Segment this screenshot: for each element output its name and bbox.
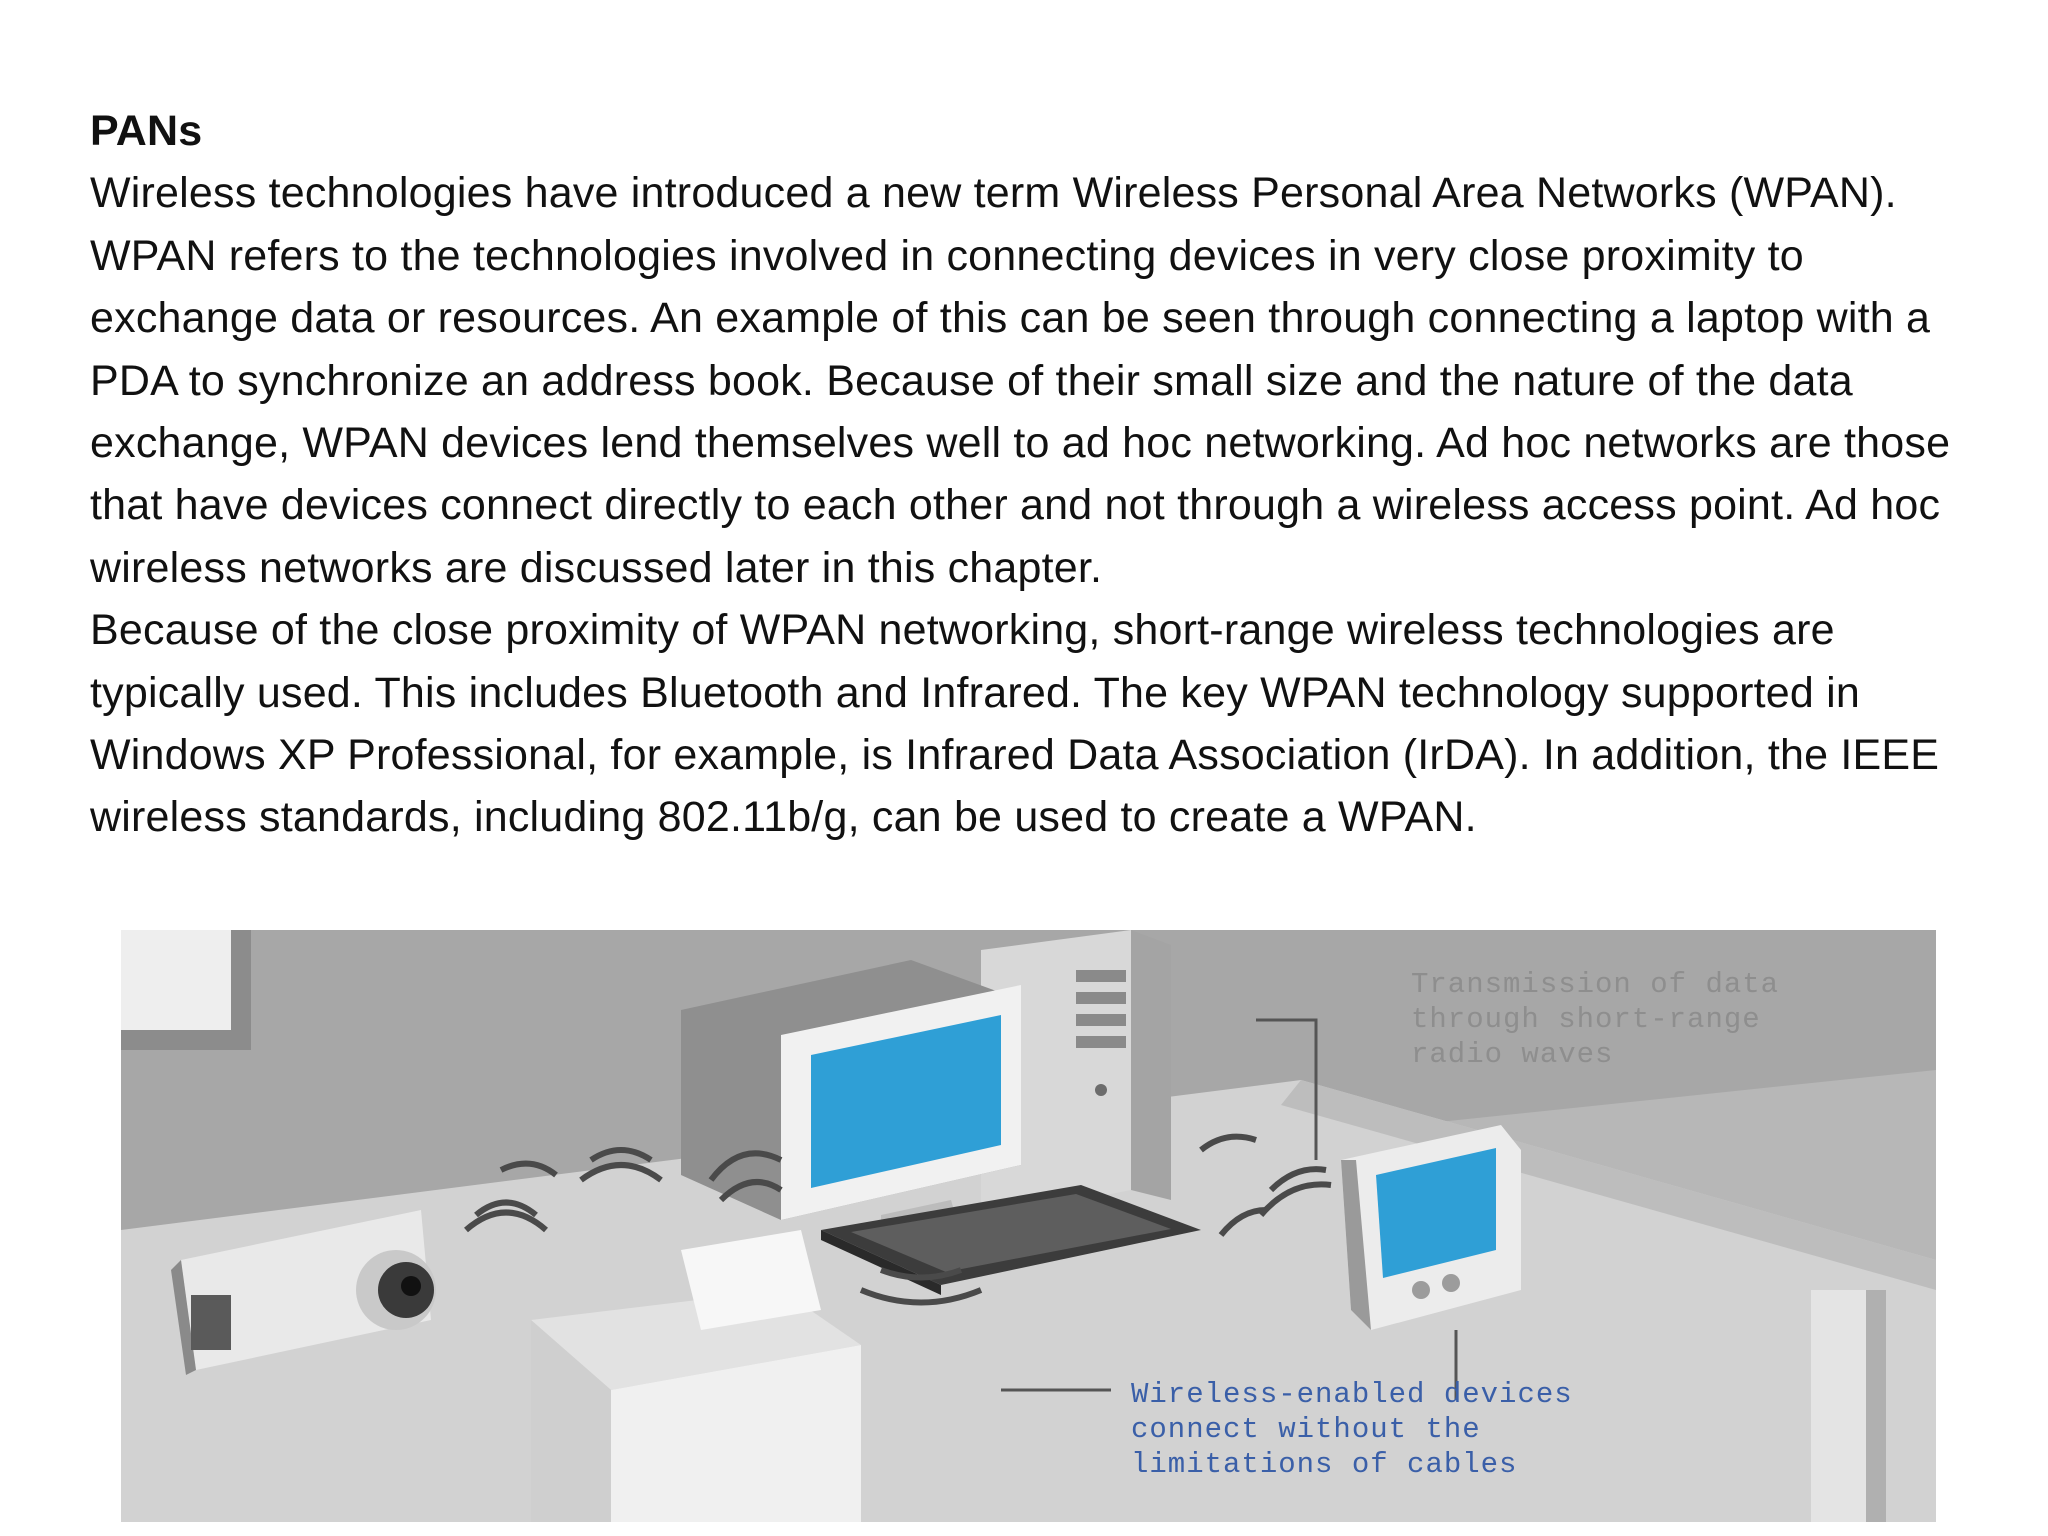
callout-bottom-line-2: connect without the: [1131, 1413, 1481, 1446]
paragraph-wpan-definition: Wireless technologies have introduced a new term Wireless Personal Area Networks (WPAN). WPAN refers to the technologies involved in connecting devices in very close proximity to exchange data or resources. An example of this can be seen through connecting a laptop with a PDA to synchronize an address book. Because of their small size and the nature of the data exchange, WPAN devices lend themselves well to ad hoc networking. Ad hoc networks are those that have devices connect directly to each other and not through a wireless access point. Ad hoc wireless networks are discussed later in this chapter.: [90, 169, 1951, 592]
callout-bottom-line-1: Wireless-enabled devices: [1131, 1378, 1573, 1411]
slide-body: [90, 100, 1990, 849]
paragraph-wpan-technologies: Because of the close proximity of WPAN networking, short-range wireless technologies are typically used. This includes Bluetooth and Infrared. The key WPAN technology supported in Windows XP Professional, for example, is Infrared Data Association (IrDA). In addition, the IEEE wireless standards, including 802.11b/g, can be used to create a WPAN.: [90, 606, 1940, 842]
callout-top-line-3: radio waves: [1411, 1038, 1614, 1071]
callout-bottom-line-3: limitations of cables: [1131, 1448, 1518, 1481]
callout-top-line-2: through short-range: [1411, 1003, 1761, 1036]
desk-leg: [1811, 1290, 1866, 1522]
wpan-illustration-drawing: [121, 930, 1936, 1522]
slide-heading: PANs: [90, 107, 203, 155]
callout-top-line-1: Transmission of data: [1411, 968, 1780, 1001]
wpan-illustration: [121, 930, 1936, 1522]
